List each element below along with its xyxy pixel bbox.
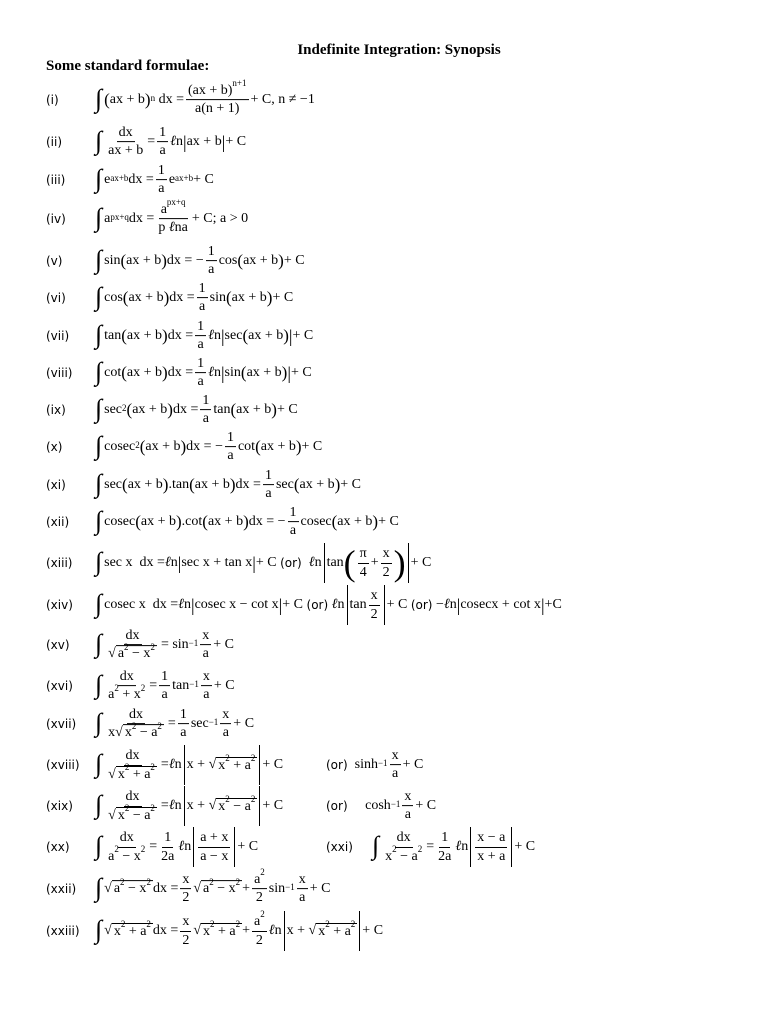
formula: ∫ $\frac{dx}{ax + b}$ = $\frac{1}{a}$ ℓ n | ax + b | + C: [95, 125, 247, 159]
formula-row: [0, 703, 768, 745]
formula-row: [0, 584, 768, 626]
formula-row: [0, 391, 768, 429]
formula-label: (xiv): [46, 598, 73, 612]
formula: ∫ sec x dx = ℓ n | sec x + tan x | + C (or) ℓ n tan ( $\frac{\pi}{4}$ + $\frac{x}{2}$ ) + C: [95, 543, 432, 583]
formula-label: (xx): [46, 840, 70, 854]
formula-label: (iv): [46, 212, 66, 226]
formula: ∫ cot ( ax + b ) dx = $\frac{1}{a}$ ℓ n | sin ( ax + b ) | + C: [95, 356, 312, 390]
formula: ∫ $\frac{dx}{a^2 + x^2}$ = $\frac{1}{a}$ tan $^{-1}$ $\frac{x}{a}$ + C: [95, 669, 235, 703]
formula: ∫ √ $a^2 - x^2$ dx = $\frac{x}{2}$ √ $a^2 - x^2$ + $\frac{a^2}{2}$ sin $^{-1}$ $\frac{x}{a}$ + C: [95, 867, 331, 906]
formula-row: [0, 279, 768, 317]
formula-row: [0, 162, 768, 198]
formula-label: (ii): [46, 135, 63, 149]
formula-row: [0, 317, 768, 355]
formula-label: (xvi): [46, 679, 73, 693]
formula: ∫ $\frac{dx}{√ a^2 - x^2}$ = sin $^{-1}$ $\frac{x}{a}$ + C: [95, 628, 234, 662]
formula: ∫ $\frac{dx}{√ x^2 - a^2}$ = ℓ n x + √ $x^2 - a^2$ + C: [95, 786, 283, 826]
or-connector: (or): [306, 598, 329, 612]
or-connector: (or): [326, 799, 348, 813]
formula: ∫ √ $x^2 + a^2$ dx = $\frac{x}{2}$ √ $x^2 + a^2$ + $\frac{a^2}{2}$ ℓ n x + √ $x^2 + a^2$ + C: [95, 911, 383, 951]
formula-alternative: (or) sinh $^{-1}$ $\frac{x}{a}$ + C: [326, 748, 424, 782]
formula-label: (xxiii): [46, 924, 80, 938]
formula-row: [0, 503, 768, 541]
formula-row: [0, 744, 768, 786]
formula-row: [0, 466, 768, 504]
formula-row: [0, 868, 768, 910]
formula-row: [0, 80, 768, 120]
formula: ∫ e $^{ax+b}$ dx = $\frac{1}{a}$ e $^{ax+b}$ + C: [95, 163, 214, 197]
formula-row: [0, 123, 768, 161]
formula-label: (xii): [46, 515, 70, 529]
formula-label: (i): [46, 93, 59, 107]
formula-alternative: (or) cosh $^{-1}$ $\frac{x}{a}$ + C: [326, 789, 437, 823]
formula-row: [0, 540, 768, 586]
formula: ∫ sec $^2$ ( ax + b ) dx = $\frac{1}{a}$ tan ( ax + b ) + C: [95, 393, 298, 427]
formula-row: [0, 428, 768, 466]
formula-label: (vi): [46, 291, 66, 305]
formula-label: (ix): [46, 403, 66, 417]
formula-label: (xxi): [326, 840, 353, 854]
formula: ∫ sin ( ax + b ) dx = − $\frac{1}{a}$ cos ( ax + b ) + C: [95, 244, 305, 278]
formula-row: [0, 199, 768, 239]
formula-label: (vii): [46, 329, 70, 343]
formula-label: (xi): [46, 478, 66, 492]
formula: ∫ $\frac{dx}{x√ x^2 - a^2}$ = $\frac{1}{a}$ sec $^{-1}$ $\frac{x}{a}$ + C: [95, 707, 255, 741]
formula-row: [0, 666, 768, 706]
formula: ∫ a $^{px+q}$ dx = $\frac{a^{px+q}}{\text{p ℓna}}$ + C; a > 0: [95, 197, 249, 236]
formula: ∫ cosec x dx = ℓ n | cosec x − cot x | + C (or) ℓ n tan $\frac{x}{2}$ + C (or) − ℓ n | cosecx + cot x | +C: [95, 585, 562, 625]
formula-label: (xxii): [46, 882, 77, 896]
or-connector: (or): [326, 758, 348, 772]
formula-row: [0, 826, 768, 868]
formula-label: (v): [46, 254, 63, 268]
formula: ∫ cosec ( ax + b ) .cot ( ax + b ) dx = − $\frac{1}{a}$ cosec ( ax + b ) + C: [95, 505, 399, 539]
formula-label: (xv): [46, 638, 70, 652]
section-heading: Some standard formulae:: [46, 58, 210, 74]
formula: ∫ tan ( ax + b ) dx = $\frac{1}{a}$ ℓ n | sec ( ax + b ) | + C: [95, 319, 314, 353]
formula-row: [0, 909, 768, 953]
formula-row: [0, 242, 768, 280]
formula: ∫ $\frac{dx}{x^2 - a^2}$ = $\frac{1}{2a}$ ℓ n $\frac{x - a}{x + a}$ + C: [372, 827, 535, 867]
formula: ∫ cos ( ax + b ) dx = $\frac{1}{a}$ sin ( ax + b ) + C: [95, 281, 294, 315]
or-connector: (or): [410, 598, 433, 612]
formula: ∫ $\frac{dx}{√ x^2 + a^2}$ = ℓ n x + √ $x^2 + a^2$ + C: [95, 745, 283, 785]
formula-label: (iii): [46, 173, 66, 187]
formula-label: (viii): [46, 366, 73, 380]
formula-label: (xviii): [46, 758, 80, 772]
formula-label: (xvii): [46, 717, 77, 731]
formula-label: (xiii): [46, 556, 73, 570]
formula-label: (xix): [46, 799, 73, 813]
formula: ∫ sec ( ax + b ) .tan ( ax + b ) dx = $\frac{1}{a}$ sec ( ax + b ) + C: [95, 468, 362, 502]
formula: ∫ $\frac{dx}{a^2 - x^2}$ = $\frac{1}{2a}$ ℓ n $\frac{a + x}{a - x}$ + C: [95, 827, 258, 867]
formula: ∫ ( ax + b ) $^n$ dx = $\frac{(ax + b)^{n+1}}{a(n + 1)}$ + C, n ≠ −1: [95, 78, 315, 117]
formula-row: [0, 785, 768, 827]
page-title: Indefinite Integration: Synopsis: [297, 42, 501, 58]
formula-label: (x): [46, 440, 63, 454]
formula-row: [0, 354, 768, 392]
or-connector: (or): [280, 556, 302, 570]
formula: ∫ cosec $^2$ ( ax + b ) dx = − $\frac{1}{a}$ cot ( ax + b ) + C: [95, 430, 323, 464]
formula-row: [0, 624, 768, 666]
